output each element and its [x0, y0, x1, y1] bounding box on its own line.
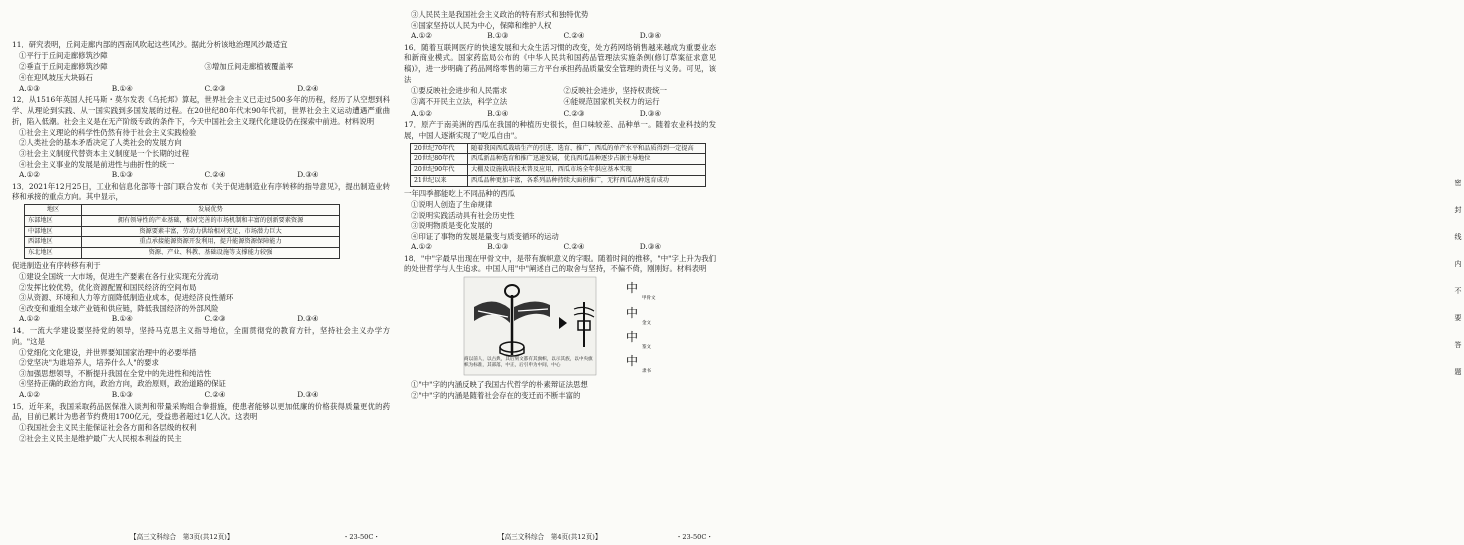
option: ②社会主义民主是维护最广大人民根本利益的民主 — [19, 433, 182, 443]
table-row — [25, 248, 340, 259]
question-14 — [12, 326, 390, 401]
option: ④在迎风坡压大块砾石 — [19, 73, 93, 83]
question-tail: 促进制造业有序转移有利于 — [12, 260, 101, 270]
seal-char: 答 — [1454, 341, 1462, 349]
option: ①社会主义理论的科学性仍然有待于社会主义实践检验 — [19, 127, 197, 137]
option: ②"中"字的内涵是随着社会存在的变迁而不断丰富的 — [411, 390, 581, 400]
option: ①建设全国统一大市场，促进生产要素在各行业实现充分流动 — [19, 271, 219, 281]
page-footer — [130, 531, 380, 541]
answer-c: C.②④ — [563, 242, 585, 252]
answer-choices — [404, 109, 716, 120]
table-header: 地区 — [25, 204, 82, 215]
option: ②垂直于丘间走廊修筑沙障 — [19, 61, 108, 71]
table-cell: 西瓜新品种选育和推广迅速发展，优良西瓜品种逐步占据主导地位 — [468, 154, 706, 165]
question-12 — [12, 95, 390, 180]
answer-a: A.①③ — [19, 83, 40, 93]
answer-b: B.①③ — [111, 170, 133, 180]
question-13 — [12, 182, 390, 325]
answer-d: D.③④ — [639, 31, 662, 41]
table-cell: 大棚及设施栽培技术普及应用，西瓜市场全年供应基本实现 — [468, 165, 706, 176]
answer-b: B.①③ — [487, 242, 509, 252]
answer-b: B.①④ — [487, 108, 509, 118]
answer-c: C.②④ — [204, 170, 226, 180]
glyph-label: 篆文 — [642, 345, 651, 351]
table-row — [411, 154, 706, 165]
question-tail: 一年四季都能吃上不同品种的西瓜 — [404, 188, 515, 198]
option-row — [404, 97, 716, 108]
seal-char: 线 — [1454, 233, 1462, 241]
table-cell: 西瓜品种更加丰富，各系列品种持续大面积推广，无籽西瓜品种选育成功 — [468, 176, 706, 187]
option: ②人类社会的基本矛盾决定了人类社会的发展方向 — [19, 138, 182, 148]
answer-choices — [404, 31, 716, 42]
answer-d: D.③④ — [639, 242, 662, 252]
table-row — [25, 237, 340, 248]
seal-char: 题 — [1454, 368, 1462, 376]
option: ①平行于丘间走廊修筑沙障 — [19, 51, 108, 61]
table-cell: 20世纪90年代 — [411, 165, 468, 176]
answer-a: A.①② — [411, 31, 432, 41]
answer-a: A.①② — [411, 108, 432, 118]
glyph-label: 金文 — [642, 321, 651, 327]
answer-b: B.①④ — [111, 314, 133, 324]
page-footer — [498, 531, 713, 541]
footer-code: ・23-50C・ — [342, 533, 380, 541]
table-cell: 重点承接能源资源开发利用，提升能源资源保障能力 — [82, 237, 340, 248]
table-header: 发展优势 — [82, 204, 340, 215]
question-stem: 12．从1516年英国人托马斯・莫尔发表《乌托邦》算起，世界社会主义已走过500多年的历程，经历了从空想到科学、从理论到实践、从一国实践到多国发展的过程。在20世纪80年代末90年代初，世界社会主义运动遭遇严重曲折，陷入低潮。社会主义是在无产阶级专政的条件下，今天中国社会主义现代化建设仍在探索中前进。材料说明 — [12, 95, 390, 126]
question-16 — [404, 43, 716, 120]
page-3 — [0, 0, 394, 545]
answer-choices — [12, 170, 390, 181]
seal-line-notice — [1452, 170, 1464, 380]
question-stem: 11．研究表明，丘间走廊内部的西南风吹起这些风沙。据此分析该地治理风沙最适宜 — [12, 40, 288, 49]
question-stem: 16．随着互联网医疗的快速发展和大众生活习惯的改变，处方药网络销售越来越成为重要业态和新商业模式。国家药监局公布的《中华人民共和国药品管理法实施条例(修订草案征求意见稿)》，进一步明确了药品网络零售的第三方平台承担药品质量安全管理的责任与义务。可见，该法 — [404, 42, 716, 84]
option: ③说明物质是变化发展的 — [411, 221, 493, 231]
glyph-bronze: 中 — [625, 306, 639, 321]
watermelon-history-table — [410, 143, 706, 187]
option: ④改变和重组全球产业链和供应链，降低我国经济的外部风险 — [19, 303, 219, 313]
option: ③社会主义制度代替资本主义制度是一个长期的过程 — [19, 148, 189, 158]
page-4 — [398, 0, 720, 545]
answer-d: D.②④ — [297, 83, 319, 93]
binding-margin — [722, 0, 1462, 545]
answer-c: C.②④ — [204, 390, 226, 400]
answer-c: C.②④ — [563, 31, 585, 41]
option: ②发挥比较优势，优化资源配置和国民经济的空间布局 — [19, 282, 197, 292]
option: ②说明实践活动具有社会历史性 — [411, 210, 515, 220]
answer-choices — [12, 84, 390, 95]
table-cell: 20世纪70年代 — [411, 143, 468, 154]
glyph-label: 隶书 — [642, 369, 651, 375]
question-18 — [404, 254, 716, 401]
question-stem: 15．近年来，我国采取药品医保准入谈判和带量采购组合拳措施，使患者能够以更加低廉的价格获得质量更优的药品，目前已累计为患者节约费用1700亿元，受益患者超过1亿人次。这表明 — [12, 401, 390, 422]
table-cell: 资源、产业、科教、基础设施等支撑能力较强 — [82, 248, 340, 259]
table-cell: 西部地区 — [25, 237, 82, 248]
region-advantage-table — [24, 204, 340, 259]
table-cell: 资源要素丰富，劳动力供给相对充足，市场潜力巨大 — [82, 226, 340, 237]
option: ①党细化文化建设，并世界要知国家治理中的必要举措 — [19, 347, 197, 357]
zhong-character-figure — [464, 277, 654, 377]
option: ④国家坚持以人民为中心，保障和维护人权 — [411, 20, 552, 30]
footer-page-label: 【高三文科综合 第3页(共12页)】 — [130, 533, 234, 541]
table-cell: 中部地区 — [25, 226, 82, 237]
option: ④印证了事物的发展是量变与质变循环的运动 — [411, 231, 559, 241]
table-cell: 21世纪以来 — [411, 176, 468, 187]
option: ③从资源、环境和人力等方面降低制造业成本，促进经济良性循环 — [19, 293, 234, 303]
question-stem: 14．一流大学建设要坚持党的领导，坚持马克思主义指导地位，全面贯彻党的教育方针，坚持社会主义办学方向。"这是 — [12, 325, 390, 346]
answer-choices — [12, 314, 390, 325]
option: ①要反映社会进步和人民需求 — [411, 85, 508, 95]
option: ③离不开民主立法，科学立法 — [411, 97, 508, 107]
answer-c: C.②③ — [563, 108, 585, 118]
question-11 — [12, 40, 390, 94]
glyph-label: 甲骨文 — [642, 296, 656, 302]
seal-char: 密 — [1454, 179, 1462, 187]
option-row — [404, 86, 716, 97]
answer-d: D.③④ — [297, 170, 319, 180]
table-row — [411, 143, 706, 154]
option-row — [12, 62, 390, 73]
table-row — [411, 176, 706, 187]
table-row — [25, 215, 340, 226]
glyph-clerical: 中 — [625, 354, 639, 369]
seal-char: 内 — [1454, 260, 1462, 268]
question-stem: 13．2021年12月25日，工业和信息化部等十部门联合发布《关于促进制造业有序转移的指导意见》，提出制造业转移和承接的重点方向。其中显示， — [12, 181, 390, 202]
table-row — [411, 165, 706, 176]
option: ②反映社会进步，坚持权责统一 — [563, 85, 667, 95]
option: ③人民民主是我国社会主义政治的特有形式和独特优势 — [411, 10, 589, 19]
seal-char: 不 — [1454, 287, 1462, 295]
option: ①说明人创造了生命规律 — [411, 199, 493, 209]
footer-page-label: 【高三文科综合 第4页(共12页)】 — [498, 533, 602, 541]
glyph-seal: 中 — [625, 330, 639, 345]
seal-char: 封 — [1454, 206, 1462, 214]
answer-choices — [12, 390, 390, 401]
glyph-oracle-bone: 中 — [625, 281, 639, 296]
table-cell: 20世纪80年代 — [411, 154, 468, 165]
answer-b: B.①③ — [111, 390, 133, 400]
option: ④社会主义事业的发展是前进性与曲折性的统一 — [19, 159, 175, 169]
option: ①"中"字的内涵反映了我国古代哲学的朴素辩证法思想 — [411, 380, 588, 390]
option: ④能规范国家机关权力的运行 — [563, 97, 660, 107]
answer-b: B.①④ — [111, 83, 133, 93]
answer-choices — [404, 242, 716, 253]
table-cell: 东北地区 — [25, 248, 82, 259]
answer-a: A.①② — [19, 170, 40, 180]
option: ③加强思想领导，不断提升我国在全党中的先进性和纯洁性 — [19, 368, 212, 378]
option: ③增加丘间走廊植被覆盖率 — [204, 61, 294, 71]
question-stem: 18．"中"字最早出现在甲骨文中，是带有旗帜意义的字眼。随着时间的推移，"中"字上升为我们的处世哲学与人生追求。中国人用"中"阐述自己的取舍与坚持，不偏不倚，刚刚好。材料表明 — [404, 253, 716, 274]
table-cell: 东部地区 — [25, 215, 82, 226]
answer-d: D.③④ — [297, 314, 319, 324]
answer-b: B.①③ — [487, 31, 509, 41]
option: ①我国社会主义民主能保证社会各方面和各层级的权利 — [19, 423, 197, 433]
answer-d: D.③④ — [639, 108, 662, 118]
seal-char: 要 — [1454, 314, 1462, 322]
answer-a: A.①② — [19, 314, 40, 324]
table-cell: 随着我国西瓜栽培生产的引进、选育、推广，西瓜的单产水平和品质得到一定提高 — [468, 143, 706, 154]
figure-caption: 商以前人，以古典，其后刻文都有其旗帜，以示其族，以中央旗帜为标准，其部落，中正，后引申为中间，中心 — [464, 357, 593, 369]
question-17 — [404, 120, 716, 252]
option: ②党坚决"为谁培养人，培养什么人"的要求 — [19, 358, 159, 368]
question-15-continued — [404, 10, 716, 42]
table-row — [25, 226, 340, 237]
footer-code: ・23-50C・ — [675, 533, 713, 541]
table-cell: 拥有领导性的产业基础，相对完善的市场机制和丰富的创新要素资源 — [82, 215, 340, 226]
question-stem: 17．原产于南美洲的西瓜在我国的种植历史很长，但口味较差、品种单一。随着农业科技的发展，中国人逐渐实现了"吃瓜自由"。 — [404, 120, 716, 141]
answer-a: A.①② — [19, 390, 40, 400]
answer-a: A.①② — [411, 242, 432, 252]
answer-d: D.③④ — [297, 390, 319, 400]
question-15 — [12, 402, 390, 445]
answer-c: C.②③ — [204, 83, 226, 93]
option: ④坚持正确的政治方向，政治方向，政治原则，政治道路的保证 — [19, 379, 226, 389]
answer-c: C.②③ — [204, 314, 226, 324]
